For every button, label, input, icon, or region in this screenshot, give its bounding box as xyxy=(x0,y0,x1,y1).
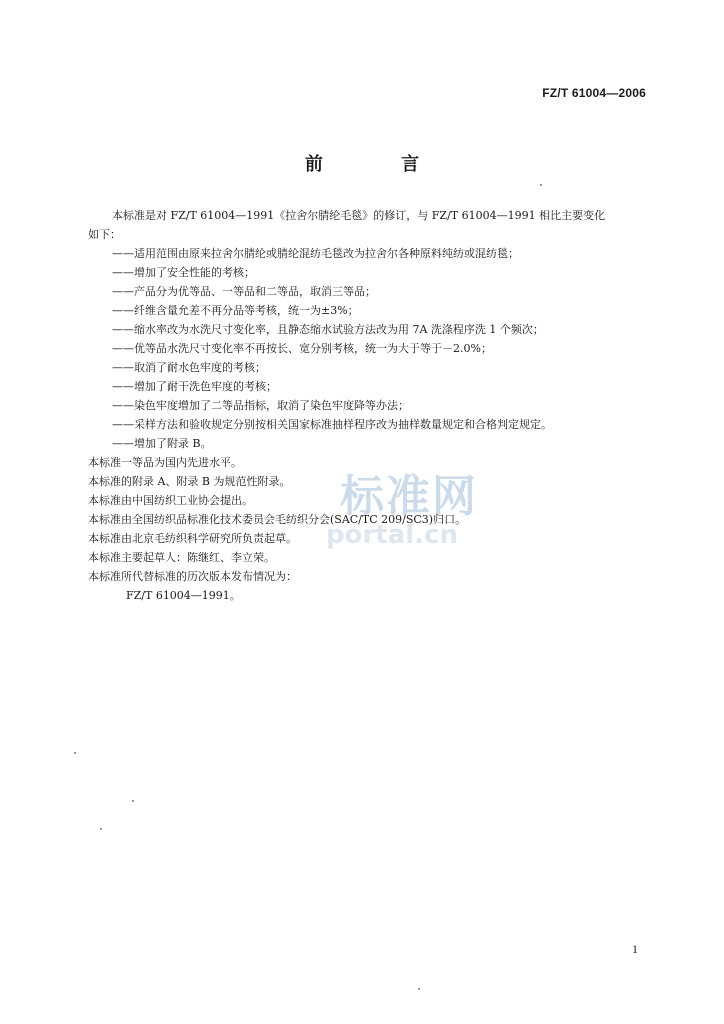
change-item: ——增加了附录 B。 xyxy=(112,437,212,450)
watermark-en: portal.cn xyxy=(326,520,458,550)
note-line: 本标准主要起草人：陈继红、李立荣。 xyxy=(88,551,275,564)
change-item: ——染色牢度增加了二等品指标，取消了染色牢度降等办法； xyxy=(112,399,409,412)
scan-speck xyxy=(418,988,420,990)
change-item: ——增加了安全性能的考核； xyxy=(112,266,255,279)
change-item: ——优等品水洗尺寸变化率不再按长、宽分别考核，统一为大于等于－2.0%； xyxy=(112,342,492,355)
change-item: ——产品分为优等品、一等品和二等品，取消三等品； xyxy=(112,285,376,298)
scan-speck xyxy=(132,800,134,802)
history-version: FZ/T 61004—1991。 xyxy=(126,589,241,602)
change-item: ——纤维含量允差不再分品等考核，统一为±3%； xyxy=(112,304,359,317)
change-item: ——适用范围由原来拉舍尔腈纶或腈纶混纺毛毯改为拉舍尔各种原料纯纺或混纺毯； xyxy=(112,247,519,260)
scan-speck xyxy=(100,828,102,830)
standard-code: FZ/T 61004—2006 xyxy=(542,86,646,100)
change-item: ——采样方法和验收规定分别按相关国家标准抽样程序改为抽样数量规定和合格判定规定。 xyxy=(112,418,552,431)
watermark-cn: 标准网 xyxy=(340,471,478,522)
note-line: 本标准一等品为国内先进水平。 xyxy=(88,456,242,469)
scan-speck xyxy=(74,752,76,754)
intro-line-2: 如下： xyxy=(88,228,121,241)
note-line: 本标准的附录 A、附录 B 为规范性附录。 xyxy=(88,475,291,488)
note-line: 本标准所代替标准的历次版本发布情况为： xyxy=(88,570,297,583)
scan-speck xyxy=(540,184,542,186)
page-number: 1 xyxy=(632,942,638,956)
change-item: ——增加了耐干洗色牢度的考核； xyxy=(112,380,277,393)
page-title: 前 言 xyxy=(304,154,456,175)
note-line: 本标准由北京毛纺织科学研究所负责起草。 xyxy=(88,532,297,545)
change-item: ——缩水率改为水洗尺寸变化率，且静态缩水试验方法改为用 7A 洗涤程序洗 1 个频次； xyxy=(112,323,544,336)
intro-line-1: 本标准是对 FZ/T 61004—1991《拉舍尔腈纶毛毯》的修订，与 FZ/T 61004—1991 相比主要变化 xyxy=(112,209,606,222)
note-line: 本标准由全国纺织品标准化技术委员会毛纺织分会(SAC/TC 209/SC3)归口。 xyxy=(88,513,467,526)
foreword-body xyxy=(88,206,648,605)
note-line: 本标准由中国纺织工业协会提出。 xyxy=(88,494,253,507)
change-item: ——取消了耐水色牢度的考核； xyxy=(112,361,266,374)
